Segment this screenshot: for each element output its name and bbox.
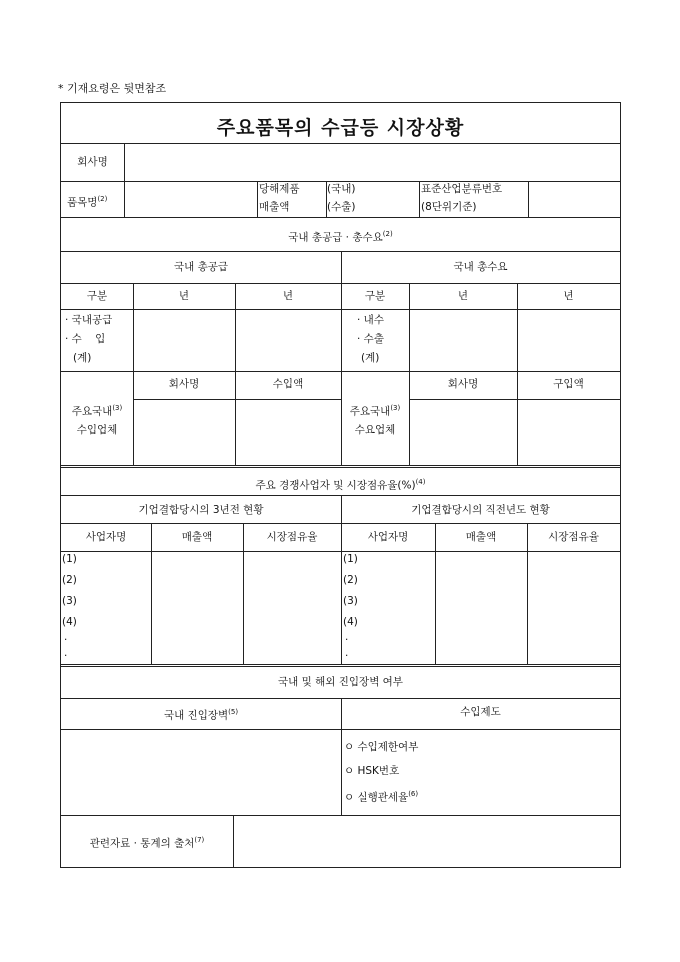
demand-year-1-header: 년 (457, 290, 469, 302)
barriers-header: 국내 및 해외 진입장벽 여부 (278, 676, 403, 688)
left-row-dot-1: · (64, 634, 68, 646)
demand-item-domestic: · 내수 (357, 314, 384, 326)
supply-demand-header: 국내 총공급 · 총수요$^{(2)}$ (288, 230, 393, 244)
import-system-title: 수입제도 (460, 706, 501, 718)
consumer-company-header: 회사명 (447, 378, 479, 390)
demand-item-export: · 수출 (357, 333, 384, 345)
demand-year-2-header: 년 (563, 290, 574, 302)
import-amount-header: 수입액 (272, 378, 304, 390)
demand-title: 국내 총수요 (453, 261, 508, 273)
domestic-label: (국내) (327, 183, 356, 195)
major-consumers-label-1: 주요국내$^{(3)}$ (349, 404, 401, 418)
right-row-2: (2) (343, 574, 358, 586)
demand-category-header: 구분 (364, 290, 386, 302)
instructions-note: * 기재요령은 뒷면참조 (58, 82, 167, 95)
product-sales-label-2: 매출액 (259, 201, 290, 213)
domestic-barrier-title: 국내 진입장벽$^{(5)}$ (163, 708, 239, 722)
supply-item-domestic: · 국내공급 (65, 314, 113, 326)
demand-item-total: (계) (361, 352, 380, 364)
right-row-3: (3) (343, 595, 358, 607)
right-name-header: 사업자명 (367, 531, 409, 543)
industry-class-label-1: 표준산업분류번호 (421, 183, 503, 195)
left-row-2: (2) (62, 574, 77, 586)
import-restriction-item: ㅇ 수입제한여부 (344, 741, 419, 753)
major-importers-label-2: 수입업체 (76, 424, 118, 436)
industry-class-label-2: (8단위기준) (421, 201, 477, 213)
right-sales-header: 매출액 (465, 531, 497, 543)
right-row-4: (4) (343, 616, 358, 628)
data-source-label: 관련자료 · 통계의 출처$^{(7)}$ (89, 836, 205, 850)
form-title: 주요품목의 수급등 시장상황 (216, 117, 465, 139)
supply-title: 국내 총공급 (173, 261, 229, 273)
left-row-4: (4) (62, 616, 77, 628)
export-label: (수출) (327, 201, 356, 213)
hsk-number-item: ㅇ HSK번호 (344, 765, 400, 777)
supply-item-import: · 수 입 (65, 333, 106, 345)
supply-category-header: 구분 (86, 290, 108, 302)
competitors-right-title: 기업결합당시의 직전년도 현황 (411, 504, 550, 516)
supply-year-2-header: 년 (282, 290, 294, 302)
major-importers-label-1: 주요국내$^{(3)}$ (71, 404, 123, 418)
right-row-1: (1) (343, 553, 358, 565)
left-sales-header: 매출액 (181, 531, 213, 543)
supply-year-1-header: 년 (178, 290, 190, 302)
right-row-dot-2: · (345, 650, 349, 662)
product-sales-label-1: 당해제품 (259, 183, 300, 195)
left-row-dot-2: · (64, 650, 68, 662)
right-row-dot-1: · (345, 634, 349, 646)
left-row-3: (3) (62, 595, 77, 607)
importer-company-header: 회사명 (168, 378, 200, 390)
product-name-label: 품목명$^{(2)}$ (67, 195, 108, 209)
left-row-1: (1) (62, 553, 77, 565)
left-name-header: 사업자명 (85, 531, 127, 543)
market-status-form (60, 102, 621, 868)
major-consumers-label-2: 수요업체 (354, 424, 396, 436)
competitors-left-title: 기업결합당시의 3년전 현황 (138, 504, 264, 516)
left-share-header: 시장점유율 (266, 531, 318, 543)
competitors-header: 주요 경쟁사업자 및 시장점유율(%)$^{(4)}$ (255, 478, 426, 492)
company-name-label: 회사명 (77, 156, 108, 168)
supply-item-total: (계) (73, 352, 92, 364)
tariff-rate-item: ㅇ 실행관세율$^{(6)}$ (344, 790, 419, 804)
right-share-header: 시장점유율 (548, 531, 599, 543)
purchase-amount-header: 구입액 (553, 378, 584, 390)
